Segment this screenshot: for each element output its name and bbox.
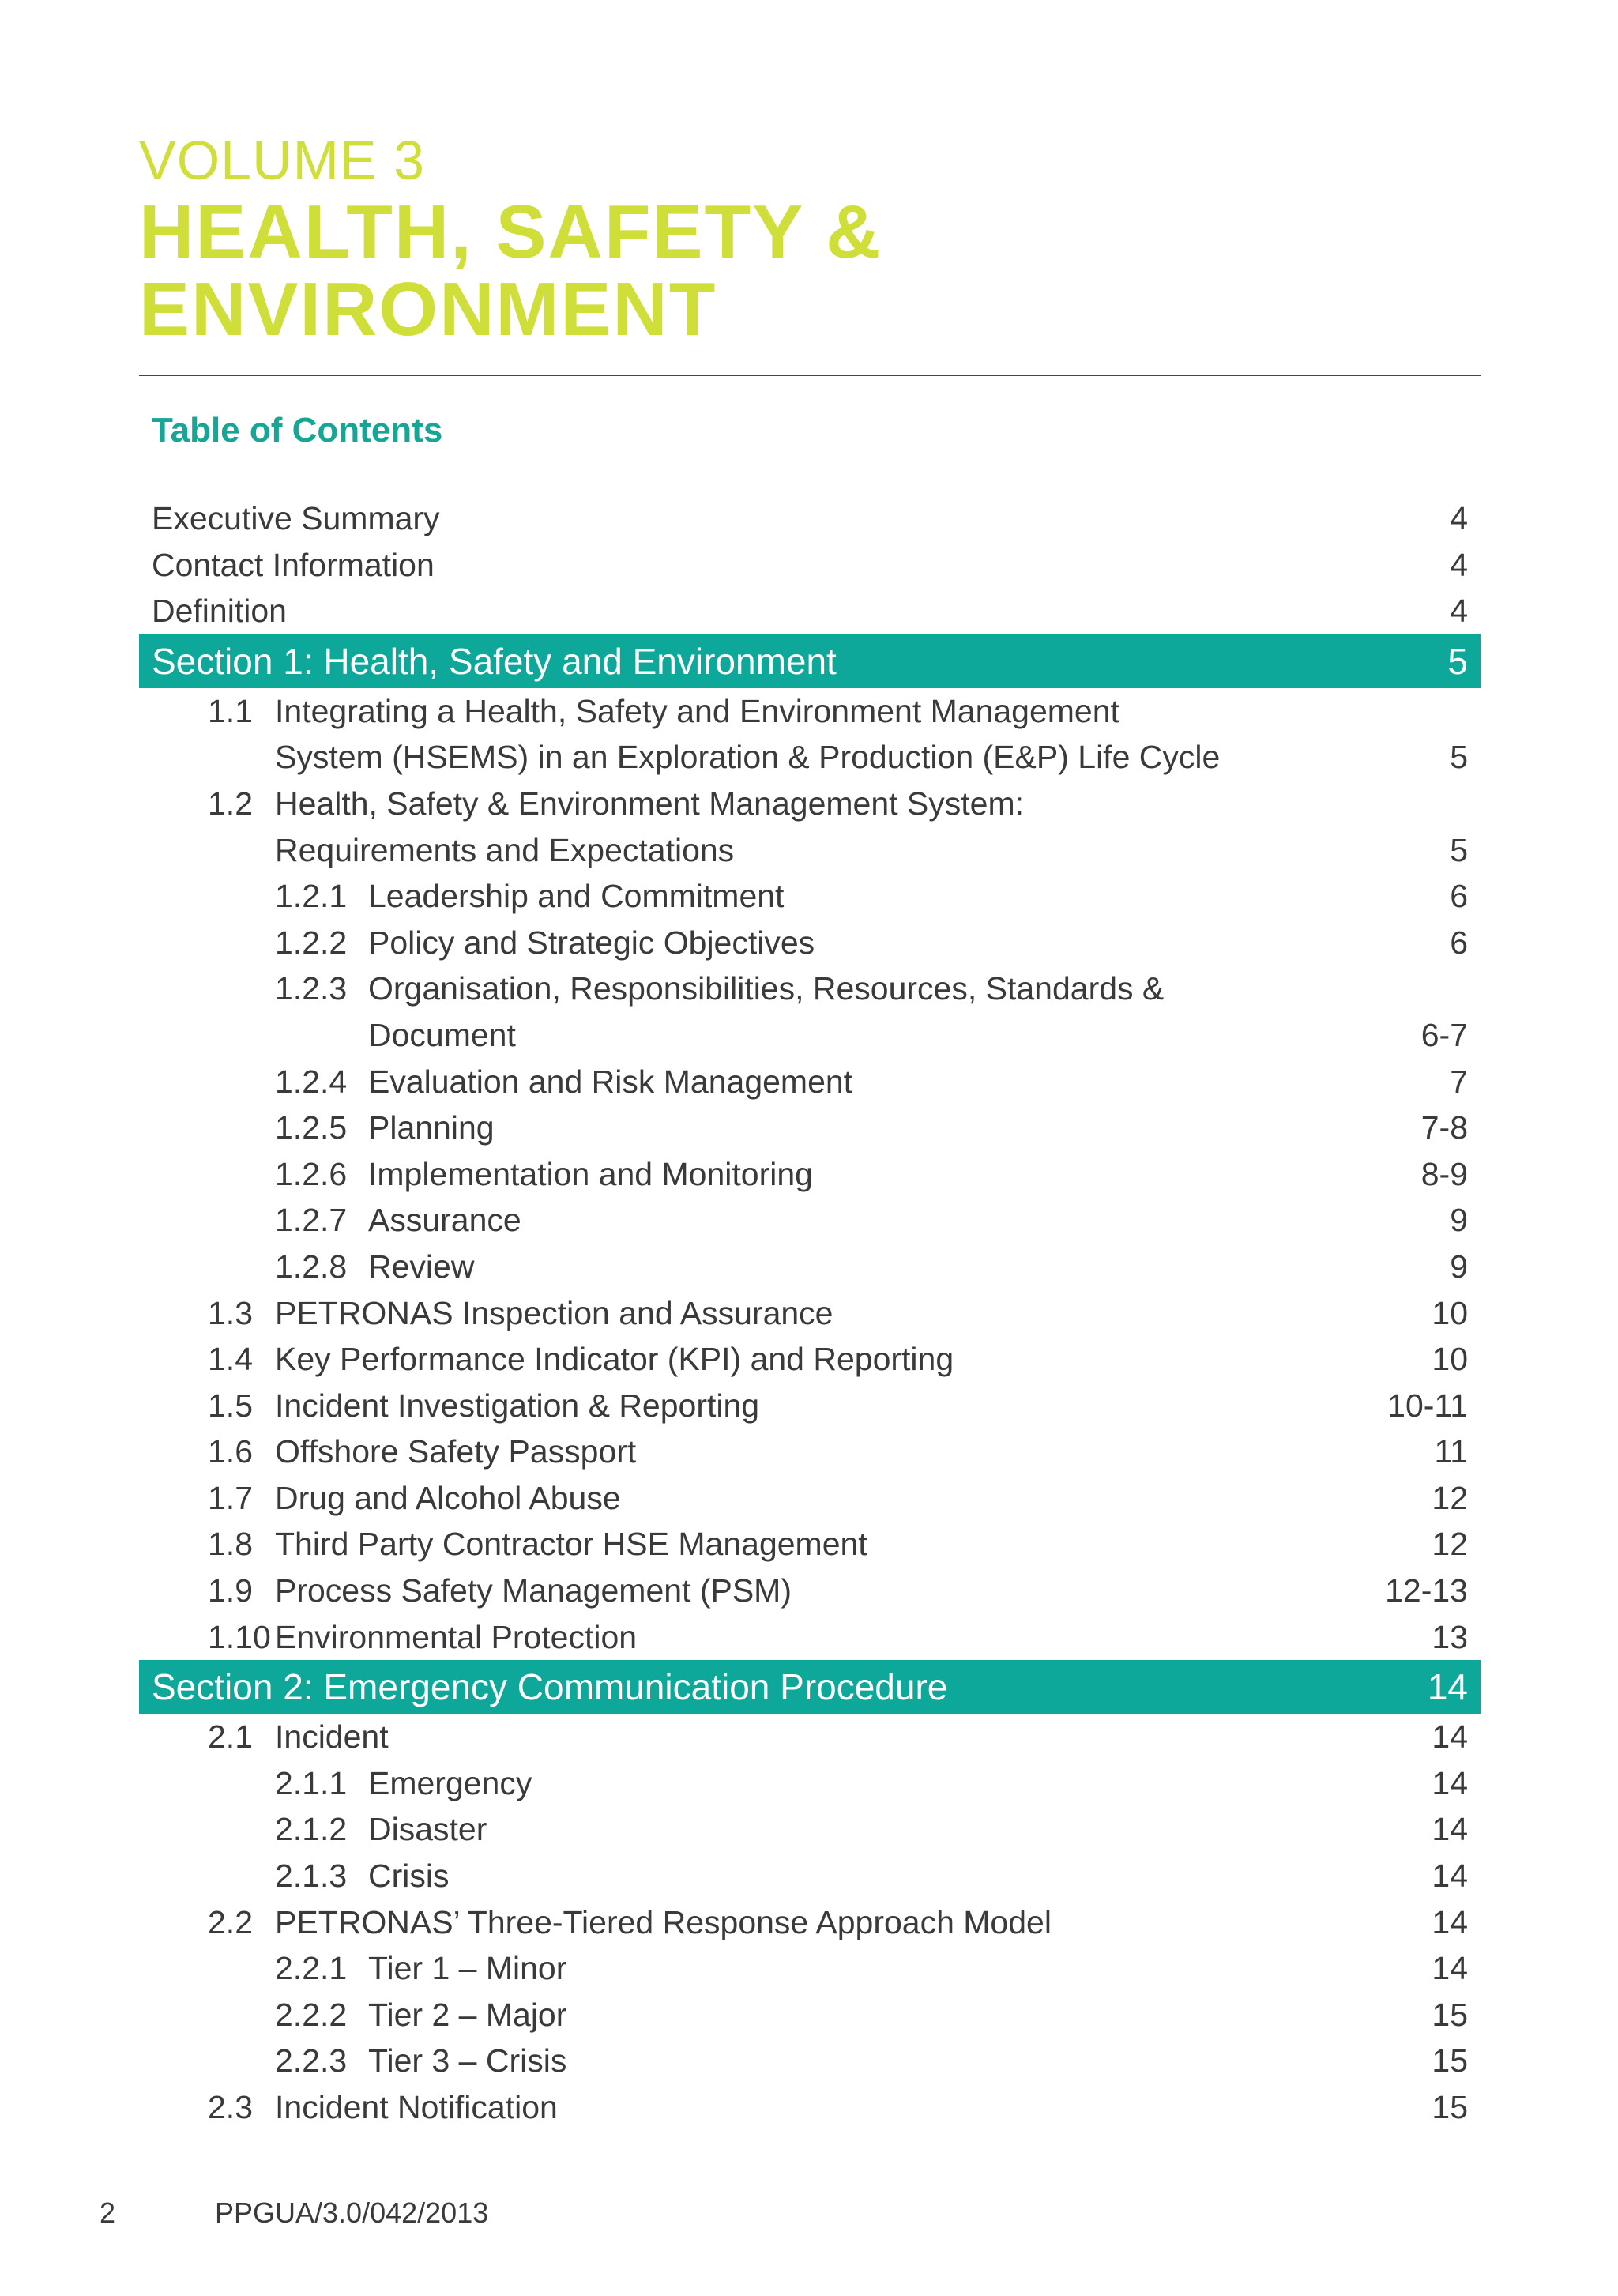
toc-entry-title: Planning	[368, 1109, 495, 1146]
table-of-contents	[139, 495, 1481, 2131]
toc-entry-page: 15	[1432, 2042, 1468, 2080]
volume-title: HEALTH, SAFETY & ENVIRONMENT	[139, 190, 882, 352]
toc-entry-row[interactable]	[139, 1151, 1481, 1198]
toc-entry-row[interactable]	[139, 1105, 1481, 1151]
toc-entry-row[interactable]	[139, 1475, 1481, 1522]
toc-entry-number: 1.9	[208, 1572, 253, 1609]
toc-entry-row[interactable]	[139, 781, 1481, 827]
toc-entry-number: 1.2.5	[275, 1109, 348, 1146]
toc-entry-page: 10	[1432, 1341, 1468, 1378]
toc-entry-page: 9	[1450, 1202, 1468, 1239]
toc-entry-page: 15	[1432, 2089, 1468, 2125]
toc-entry-row[interactable]	[139, 873, 1481, 920]
toc-entry-row[interactable]	[139, 542, 1481, 589]
toc-entry-title: Policy and Strategic Objectives	[368, 924, 815, 961]
toc-entry-row[interactable]	[139, 495, 1481, 542]
toc-entry-number: 1.10	[208, 1618, 271, 1655]
toc-entry-page: 14	[1432, 1811, 1468, 1848]
toc-entry-row[interactable]	[139, 1760, 1481, 1807]
toc-entry-row[interactable]	[139, 1290, 1481, 1337]
toc-entry-row[interactable]	[139, 1899, 1481, 1946]
toc-entry-title: Incident	[275, 1718, 389, 1756]
toc-entry-row[interactable]	[139, 827, 1481, 874]
toc-entry-page: 10	[1432, 1294, 1468, 1331]
toc-entry-title: Executive Summary	[152, 500, 440, 536]
toc-entry-number: 1.2.7	[275, 1202, 348, 1239]
toc-entry-page: 15	[1432, 1996, 1468, 2033]
toc-entry-page: 14	[1432, 1764, 1468, 1801]
toc-section-row[interactable]	[139, 634, 1481, 688]
toc-entry-number: 2.1.2	[275, 1811, 348, 1848]
toc-entry-page: 6	[1450, 924, 1468, 961]
footer-page-number: 2	[100, 2196, 116, 2229]
toc-entry-title: Crisis	[368, 1858, 450, 1895]
toc-entry-page: 7	[1450, 1063, 1468, 1100]
toc-entry-page: 5	[1447, 640, 1468, 682]
toc-entry-title: PETRONAS’ Three-Tiered Response Approach Model	[275, 1903, 1052, 1940]
toc-entry-page: 5	[1450, 831, 1468, 868]
toc-entry-title: Tier 2 – Major	[368, 1996, 567, 2033]
toc-entry-number: 2.2.3	[275, 2042, 348, 2080]
toc-entry-row[interactable]	[139, 1714, 1481, 1760]
toc-entry-page: 5	[1450, 739, 1468, 776]
toc-entry-title: Offshore Safety Passport	[275, 1433, 637, 1470]
toc-entry-title: PETRONAS Inspection and Assurance	[275, 1294, 833, 1331]
toc-entry-row[interactable]	[139, 1059, 1481, 1105]
toc-entry-row[interactable]	[139, 1568, 1481, 1614]
toc-entry-number: 1.6	[208, 1433, 253, 1470]
toc-entry-page: 4	[1450, 546, 1468, 583]
toc-entry-number: 1.3	[208, 1294, 253, 1331]
toc-entry-title: Requirements and Expectations	[275, 831, 735, 868]
toc-entry-title: Document	[368, 1016, 516, 1053]
toc-entry-title: Third Party Contractor HSE Management	[275, 1526, 867, 1563]
toc-entry-row[interactable]	[139, 1521, 1481, 1568]
toc-entry-number: 1.8	[208, 1526, 253, 1563]
toc-entry-page: 12	[1432, 1526, 1468, 1563]
toc-entry-page: 14	[1432, 1718, 1468, 1756]
toc-entry-title: Contact Information	[152, 546, 435, 583]
toc-entry-number: 2.2	[208, 1903, 253, 1940]
toc-entry-title: Section 2: Emergency Communication Procedure	[152, 1666, 948, 1708]
toc-entry-row[interactable]	[139, 1012, 1481, 1059]
toc-entry-title: Tier 3 – Crisis	[368, 2042, 567, 2080]
toc-entry-title: Integrating a Health, Safety and Environment Management	[275, 692, 1119, 729]
toc-entry-number: 1.2.3	[275, 970, 348, 1007]
toc-entry-row[interactable]	[139, 688, 1481, 735]
toc-entry-row[interactable]	[139, 1336, 1481, 1383]
toc-entry-number: 1.1	[208, 692, 253, 729]
toc-entry-title: Disaster	[368, 1811, 487, 1848]
toc-entry-row[interactable]	[139, 2084, 1481, 2131]
footer-doc-code: PPGUA/3.0/042/2013	[215, 2196, 489, 2229]
toc-entry-row[interactable]	[139, 1614, 1481, 1661]
toc-entry-title: Implementation and Monitoring	[368, 1155, 813, 1192]
toc-entry-page: 13	[1432, 1618, 1468, 1655]
toc-entry-row[interactable]	[139, 2038, 1481, 2084]
toc-entry-title: Environmental Protection	[275, 1618, 638, 1655]
toc-entry-row[interactable]	[139, 1992, 1481, 2038]
toc-entry-page: 4	[1450, 593, 1468, 630]
toc-entry-title: Drug and Alcohol Abuse	[275, 1479, 621, 1516]
toc-entry-title: Evaluation and Risk Management	[368, 1063, 853, 1100]
toc-entry-page: 4	[1450, 500, 1468, 536]
toc-entry-title: Assurance	[368, 1202, 521, 1239]
toc-entry-number: 1.4	[208, 1341, 253, 1378]
toc-entry-title: Tier 1 – Minor	[368, 1950, 567, 1987]
toc-entry-number: 2.1	[208, 1718, 253, 1756]
toc-entry-row[interactable]	[139, 920, 1481, 966]
toc-entry-number: 1.2.1	[275, 878, 348, 915]
toc-entry-number: 1.2.4	[275, 1063, 348, 1100]
toc-entry-row[interactable]	[139, 734, 1481, 781]
toc-entry-row[interactable]	[139, 1806, 1481, 1853]
toc-entry-row[interactable]	[139, 1383, 1481, 1429]
toc-entry-page: 14	[1432, 1858, 1468, 1895]
toc-entry-number: 1.5	[208, 1387, 253, 1424]
toc-entry-number: 1.2.6	[275, 1155, 348, 1192]
toc-entry-number: 2.2.1	[275, 1950, 348, 1987]
toc-entry-page: 7-8	[1420, 1109, 1468, 1146]
toc-entry-row[interactable]	[139, 1945, 1481, 1992]
toc-heading: Table of Contents	[152, 411, 443, 450]
toc-entry-number: 1.2.8	[275, 1248, 348, 1285]
toc-section-row[interactable]	[139, 1660, 1481, 1714]
toc-entry-title: Incident Investigation & Reporting	[275, 1387, 760, 1424]
toc-entry-page: 14	[1432, 1950, 1468, 1987]
toc-entry-title: Leadership and Commitment	[368, 878, 785, 915]
toc-entry-page: 11	[1434, 1433, 1468, 1470]
toc-entry-number: 1.2	[208, 785, 253, 822]
toc-entry-title: Emergency	[368, 1764, 532, 1801]
toc-entry-row[interactable]	[139, 588, 1481, 634]
toc-entry-page: 6	[1450, 878, 1468, 915]
toc-entry-number: 2.2.2	[275, 1996, 348, 2033]
toc-entry-number: 2.3	[208, 2089, 253, 2125]
toc-entry-row[interactable]	[139, 965, 1481, 1012]
toc-entry-number: 2.1.1	[275, 1764, 348, 1801]
toc-entry-title: Process Safety Management (PSM)	[275, 1572, 792, 1609]
toc-entry-row[interactable]	[139, 1853, 1481, 1899]
toc-entry-page: 12	[1432, 1479, 1468, 1516]
toc-entry-number: 1.7	[208, 1479, 253, 1516]
toc-entry-row[interactable]	[139, 1197, 1481, 1244]
title-divider	[139, 375, 1481, 376]
toc-entry-row[interactable]	[139, 1428, 1481, 1475]
toc-entry-page: 9	[1450, 1248, 1468, 1285]
toc-entry-page: 10-11	[1387, 1387, 1468, 1424]
toc-entry-title: Organisation, Responsibilities, Resources, Standards &	[368, 970, 1165, 1007]
toc-entry-page: 12-13	[1385, 1572, 1468, 1609]
toc-entry-page: 8-9	[1420, 1155, 1468, 1192]
toc-entry-title: Incident Notification	[275, 2089, 558, 2125]
toc-entry-title: System (HSEMS) in an Exploration & Production (E&P) Life Cycle	[275, 739, 1221, 776]
toc-entry-page: 14	[1427, 1666, 1468, 1708]
toc-entry-page: 14	[1432, 1903, 1468, 1940]
toc-entry-page: 6-7	[1420, 1016, 1468, 1053]
toc-entry-title: Definition	[152, 593, 287, 630]
toc-entry-title: Section 1: Health, Safety and Environment	[152, 640, 837, 682]
toc-entry-title: Review	[368, 1248, 475, 1285]
toc-entry-row[interactable]	[139, 1244, 1481, 1290]
toc-entry-title: Health, Safety & Environment Management System:	[275, 785, 1025, 822]
toc-entry-number: 2.1.3	[275, 1858, 348, 1895]
volume-label: VOLUME 3	[139, 130, 425, 191]
toc-entry-number: 1.2.2	[275, 924, 348, 961]
toc-entry-title: Key Performance Indicator (KPI) and Reporting	[275, 1341, 954, 1378]
